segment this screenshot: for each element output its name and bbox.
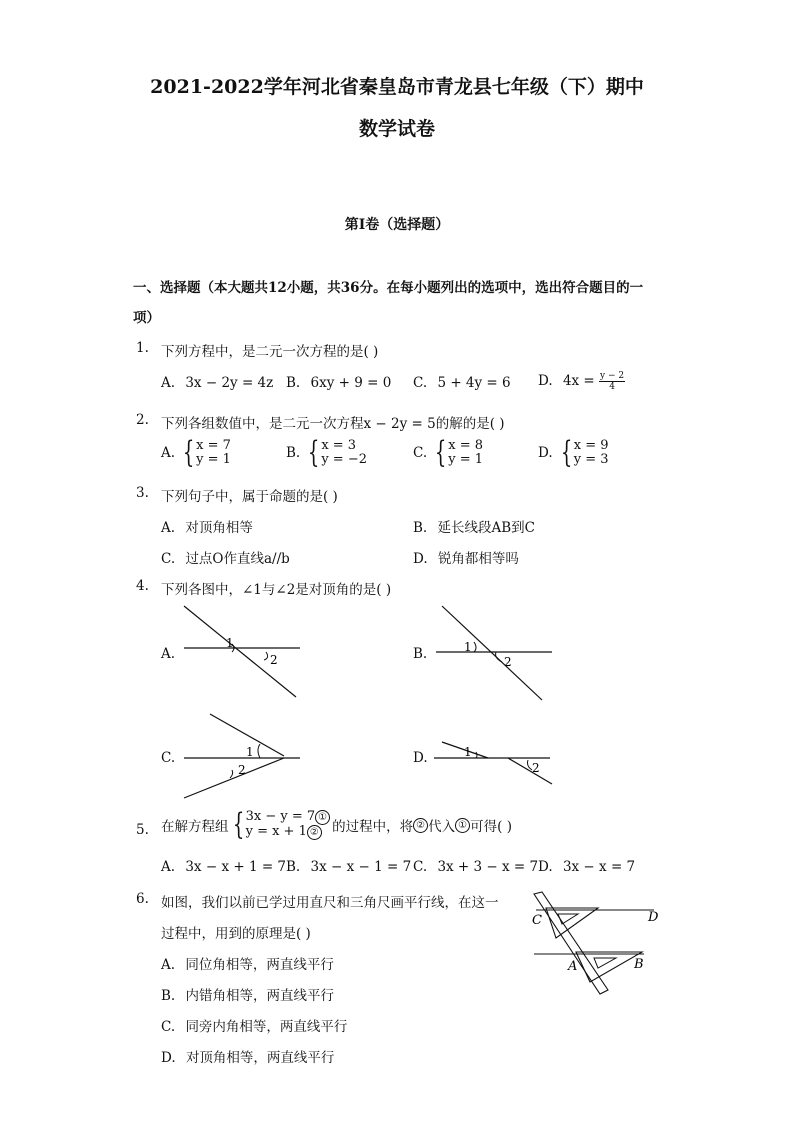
equation-top: x = 8 [448,438,483,453]
circled-mark: ② [307,825,322,840]
equation-text: 3x − y = 7 [245,809,316,824]
option-b [161,984,334,1004]
part-heading: 一、选择题（本大题共12小题，共36分。在每小题列出的选项中，选出符合题目的一 [133,280,644,296]
transversal-line [184,606,296,697]
option-a [161,516,253,536]
brace-icon: { [308,435,320,470]
brace-icon: { [182,435,195,470]
angle-2-label: 2 [504,655,512,669]
option-text: 对顶角相等 [185,520,253,536]
option-label: C. [161,551,176,567]
option-b [413,516,535,536]
angle-arc [474,642,476,652]
angle-arc [496,652,502,662]
option-label: A. [161,375,176,391]
fraction-denominator: 4 [609,382,615,392]
angle-2-label: 2 [238,763,246,777]
angle-arc [258,744,260,758]
paper-title-line1: 2021-2022学年河北省秦皇岛市青龙县七年级（下）期中 [150,76,644,98]
option-c [161,1015,347,1035]
option-text: 3x + 3 − x = 7 [437,859,539,875]
option-d [538,859,635,875]
option-label: B. [286,445,301,461]
question-stem: 下列方程中，是二元一次方程的是( ) [161,344,379,360]
angle-1-label: 1 [226,636,234,650]
equation-text: y = x + 1 [245,824,307,839]
option-label: A. [161,445,176,461]
option-text: 锐角都相等吗 [437,551,519,567]
brace-icon: { [434,435,447,470]
option-label: B. [286,859,301,875]
fraction [599,371,625,392]
option-label: D. [538,859,553,875]
option-c-label: C. [161,750,176,766]
option-text: 3x − x + 1 = 7 [185,859,287,875]
option-c [413,859,538,875]
option-label: B. [413,520,428,536]
brace-icon: { [560,435,572,470]
angle-2-label: 2 [270,653,278,667]
option-text: 6xy + 9 = 0 [310,375,392,391]
equation-top: x = 3 [321,438,357,453]
lower-ray [508,758,552,784]
option-label: D. [538,373,553,389]
option-text: 5 + 4y = 6 [437,375,511,391]
question-stem-line2: 过程中，用到的原理是( ) [161,926,311,942]
ruler [534,892,608,994]
option-c [413,375,511,391]
option-c-figure [180,710,310,802]
angle-1-label: 1 [464,640,472,654]
transversal-line [442,606,542,700]
question-stem [161,807,512,842]
equation-bottom [246,825,331,840]
option-label: D. [161,1050,176,1066]
option-label: C. [161,1019,176,1035]
question-stem-line1: 如图，我们以前已学过用直尺和三角尺画平行线，在这一 [161,895,499,911]
option-b-figure [432,602,562,702]
fraction-numerator: y − 2 [600,371,625,381]
question-stem: 下列各组数值中，是二元一次方程x − 2y = 5的解的是( ) [161,416,505,432]
angle-2-label: 2 [532,761,540,775]
option-text: 4x = [562,373,595,389]
stem-text: 代入 [428,819,456,835]
option-text: 3x − 2y = 4z [185,375,274,391]
option-a [161,435,231,470]
option-a-figure [180,602,310,702]
option-b [286,375,391,391]
option-label: A. [161,520,176,536]
question-number: 4. [136,578,149,594]
option-label: A. [161,957,176,973]
equation-system [321,439,367,467]
question-number: 5. [136,822,149,838]
option-b [286,435,367,470]
option-label: A. [161,859,176,875]
equation-system [448,439,483,467]
equation-bottom: y = 1 [196,452,231,467]
option-d [538,371,625,392]
option-d [538,435,609,470]
angle-arc [264,652,268,660]
question-number: 6. [136,891,149,907]
option-a [161,953,334,973]
option-a [161,859,286,875]
option-label: D. [538,445,553,461]
option-c [161,547,290,567]
point-a-label: A [568,959,578,974]
option-text: 同位角相等，两直线平行 [185,957,334,973]
question-stem: 下列各图中，∠1与∠2是对顶角的是( ) [161,582,392,598]
question-stem: 下列句子中，属于命题的是( ) [161,489,338,505]
equation-system [574,439,609,467]
option-text: 内错角相等，两直线平行 [185,988,335,1004]
point-b-label: B [634,957,644,972]
equation-system [246,810,331,840]
angle-arc [230,770,233,778]
part-heading-cont: 项） [133,310,160,326]
option-d [413,547,519,567]
triangle-lower-inner [594,958,616,968]
option-text: 3x − x − 1 = 7 [310,859,412,875]
point-c-label: C [532,913,542,928]
option-d-figure [432,714,562,794]
equation-bottom: y = 1 [448,452,484,467]
option-d-label: D. [413,750,428,766]
option-text: 延长线段AB到C [437,520,536,536]
angle-1-label: 1 [464,745,472,759]
equation-bottom: y = 3 [573,452,609,467]
option-label: C. [413,375,428,391]
option-text: 过点O作直线a//b [185,551,290,567]
option-b [286,859,411,875]
point-d-label: D [648,910,659,925]
option-label: B. [161,988,176,1004]
option-label: B. [286,375,301,391]
stem-text: 可得( ) [470,819,512,835]
option-label: C. [413,859,428,875]
lower-ray [184,758,284,798]
angle-arc [476,752,477,758]
circled-mark: ① [315,810,330,825]
paper-title-line2: 数学试卷 [358,118,435,140]
option-c [413,435,484,470]
option-label: D. [413,551,428,567]
equation-top: x = 7 [196,438,231,453]
angle-1-label: 1 [246,745,254,759]
question-number: 1. [136,340,149,356]
section-title: 第I卷（选择题） [344,217,450,233]
option-a-label: A. [161,646,176,662]
stem-text: 在解方程组 [161,819,229,835]
question-number: 2. [136,412,149,428]
triangle-upper-inner [558,914,578,924]
option-a [161,375,273,391]
stem-text: 的过程中，将 [332,819,414,835]
circled-mark: ① [455,818,470,833]
equation-top [246,810,331,825]
equation-system [196,439,231,467]
brace-icon: { [232,807,244,842]
equation-bottom: y = −2 [321,452,367,467]
option-text: 对顶角相等，两直线平行 [185,1050,335,1066]
circled-mark: ② [413,818,428,833]
question-number: 3. [136,485,149,501]
option-b-label: B. [413,646,428,662]
ruler-triangle-figure [526,886,676,1000]
equation-top: x = 9 [573,438,609,453]
triangle-upper [546,908,598,938]
option-d [161,1046,334,1066]
option-text: 3x − x = 7 [562,859,636,875]
option-text: 同旁内角相等，两直线平行 [185,1019,348,1035]
option-label: C. [413,445,428,461]
